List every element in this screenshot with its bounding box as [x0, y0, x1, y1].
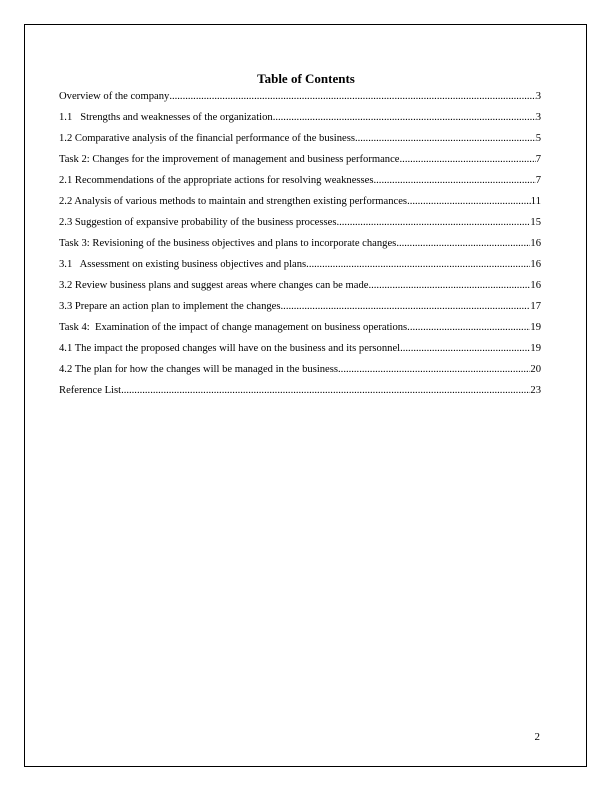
toc-entry[interactable] — [59, 110, 541, 131]
toc-entry[interactable] — [59, 257, 541, 278]
toc-entry[interactable] — [59, 236, 541, 257]
toc-entry-page: 7 — [535, 154, 541, 165]
toc-entry-page: 16 — [530, 238, 541, 249]
toc-entry-page: 3 — [535, 112, 541, 123]
toc-dot-leader — [368, 278, 530, 294]
toc-entry-page: 16 — [530, 259, 541, 270]
toc-entry-page: 7 — [535, 175, 541, 186]
toc-entry-label: Task 2: Changes for the improvement of management and business performance — [59, 154, 400, 165]
toc-dot-leader — [355, 131, 536, 147]
toc-list — [59, 89, 541, 404]
toc-entry[interactable] — [59, 383, 541, 404]
toc-entry[interactable] — [59, 341, 541, 362]
toc-entry-page: 19 — [530, 343, 541, 354]
toc-entry-label: 1.2 Comparative analysis of the financial performance of the business — [59, 133, 355, 144]
toc-dot-leader — [407, 320, 530, 336]
toc-dot-leader — [374, 173, 536, 189]
toc-entry[interactable] — [59, 299, 541, 320]
toc-dot-leader — [169, 89, 535, 105]
toc-dot-leader — [400, 341, 530, 357]
toc-dot-leader — [306, 257, 530, 273]
toc-entry[interactable] — [59, 194, 541, 215]
toc-dot-leader — [407, 194, 531, 210]
toc-dot-leader — [396, 236, 530, 252]
toc-entry-label: 2.3 Suggestion of expansive probability of the business processes — [59, 217, 337, 228]
toc-dot-leader — [281, 299, 531, 315]
toc-dot-leader — [336, 215, 530, 231]
toc-entry[interactable] — [59, 215, 541, 236]
toc-entry-label: 1.1 Strengths and weaknesses of the organization — [59, 112, 273, 123]
toc-entry[interactable] — [59, 320, 541, 341]
toc-entry-label: Reference List — [59, 385, 122, 396]
toc-entry-page: 11 — [530, 196, 541, 207]
toc-dot-leader — [400, 152, 536, 168]
toc-entry-page: 17 — [530, 301, 541, 312]
toc-entry-label: 3.1 Assessment on existing business objectives and plans — [59, 259, 307, 270]
toc-entry-page: 16 — [530, 280, 541, 291]
toc-entry[interactable] — [59, 278, 541, 299]
toc-entry[interactable] — [59, 173, 541, 194]
toc-entry-page: 23 — [530, 385, 541, 396]
toc-dot-leader — [338, 362, 530, 378]
toc-entry-label: 4.1 The impact the proposed changes will have on the business and its personnel — [59, 343, 401, 354]
toc-entry[interactable] — [59, 131, 541, 152]
toc-dot-leader — [273, 110, 536, 126]
toc-entry-label: Task 4: Examination of the impact of change management on business operations — [59, 322, 408, 333]
toc-entry-label: Overview of the company — [59, 91, 170, 102]
toc-entry-label: 2.1 Recommendations of the appropriate actions for resolving weaknesses — [59, 175, 374, 186]
toc-entry-label: 3.2 Review business plans and suggest areas where changes can be made — [59, 280, 369, 291]
toc-entry-page: 5 — [535, 133, 541, 144]
toc-entry-label: 3.3 Prepare an action plan to implement the changes — [59, 301, 281, 312]
toc-entry-page: 20 — [530, 364, 541, 375]
toc-entry-label: 2.2 Analysis of various methods to maintain and strengthen existing performances — [59, 196, 408, 207]
toc-entry-page: 15 — [530, 217, 541, 228]
toc-entry-page: 19 — [530, 322, 541, 333]
toc-entry[interactable] — [59, 89, 541, 110]
toc-entry[interactable] — [59, 362, 541, 383]
toc-title: Table of Contents — [257, 71, 355, 86]
toc-dot-leader — [121, 383, 530, 399]
toc-entry-label: 4.2 The plan for how the changes will be managed in the business — [59, 364, 339, 375]
toc-entry[interactable] — [59, 152, 541, 173]
toc-entry-label: Task 3: Revisioning of the business objectives and plans to incorporate changes — [59, 238, 397, 249]
page-number: 2 — [534, 731, 540, 743]
toc-entry-page: 3 — [535, 91, 541, 102]
